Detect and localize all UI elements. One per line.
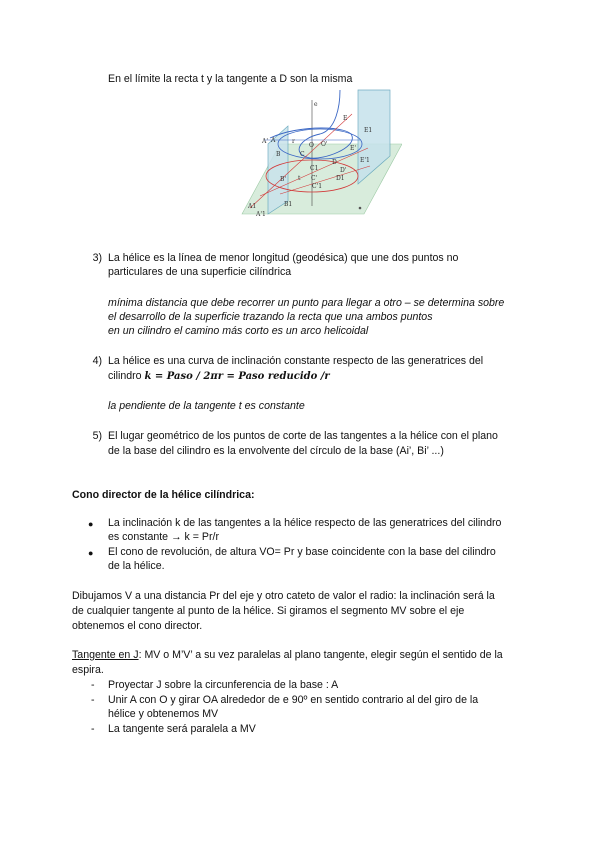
fig-label-c-prime-1: C'1 xyxy=(312,183,323,190)
helix-diagram xyxy=(240,86,402,222)
step-dash: - xyxy=(91,723,95,735)
tangent-title: Tangente en J xyxy=(72,649,139,661)
fig-label-d-prime: D' xyxy=(340,167,347,174)
para-line3: obtenemos el cono director. xyxy=(72,620,203,632)
item3-note2: el desarrollo de la superficie trazando la recta que una ambos puntos xyxy=(108,311,433,323)
tangent-line1 xyxy=(72,648,503,662)
para-line2: de cualquier tangente al punto de la hélice. Si giramos el segmento MV sobre el eje xyxy=(72,605,465,617)
bullet-symbol: ● xyxy=(88,519,94,529)
fig-label-e-upper: E xyxy=(343,115,348,122)
bullet1-line2: es constante → k = Pr/r xyxy=(108,531,219,543)
item4-number: 4) xyxy=(92,355,102,367)
small-dot xyxy=(359,207,362,210)
item3-note3: en un cilindro el camino más corto es un arco helicoidal xyxy=(108,325,369,337)
item4-note: la pendiente de la tangente t es constante xyxy=(108,400,305,412)
tangent-rest2: espira. xyxy=(72,664,104,676)
step2-line1: Unir A con O y girar OA alrededor de e 90º en sentido contrario al del giro de la xyxy=(108,694,479,706)
step-dash: - xyxy=(91,694,95,706)
intro-text: En el límite la recta t y la tangente a D son la misma xyxy=(108,73,353,85)
step-dash: - xyxy=(91,679,95,691)
fig-label-b-prime: B' xyxy=(280,176,287,183)
fig-label-a-prime: A' xyxy=(262,138,268,145)
fig-label-c1: C1 xyxy=(310,165,319,172)
item3-number: 3) xyxy=(92,252,102,264)
tangent-rest1: : MV o M’V’ a su vez paralelas al plano tangente, elegir según el sentido de la xyxy=(138,649,503,661)
bullet2-line1: El cono de revolución, de altura VO= Pr y base coincidente con la base del cilindro xyxy=(108,546,496,558)
item4-line1: La hélice es una curva de inclinación constante respecto de las generatrices del xyxy=(108,355,484,367)
item3-line1: La hélice es la línea de menor longitud (geodésica) que une dos puntos no xyxy=(108,252,459,264)
fig-label-t: t xyxy=(298,175,301,182)
fig-label-a: A xyxy=(271,137,276,144)
item5-line2: de la base del cilindro es la envolvente del círculo de la base (Ai’, Bi’ ...) xyxy=(108,445,444,457)
fig-label-o-prime: O' xyxy=(321,141,328,148)
fig-label-e1: E1 xyxy=(364,127,373,134)
section-heading: Cono director de la hélice cilíndrica: xyxy=(72,489,255,501)
step3-line1: La tangente será paralela a MV xyxy=(108,723,256,735)
item3-note1: mínima distancia que debe recorrer un punto para llegar a otro – se determina sobre xyxy=(108,297,505,309)
helix-figure xyxy=(240,86,402,222)
fig-label-c: C xyxy=(300,151,305,158)
fig-label-c-prime: C' xyxy=(311,175,318,182)
bullet2-line2: de la hélice. xyxy=(108,560,165,572)
fig-label-b: B xyxy=(276,151,281,158)
fig-label-d: D xyxy=(332,159,337,166)
fig-label-b1: B1 xyxy=(284,201,293,208)
bullet1-line1: La inclinación k de las tangentes a la hélice respecto de las generatrices del cilindro xyxy=(108,517,502,529)
step1-line1: Proyectar J sobre la circunferencia de la base : A xyxy=(108,679,339,691)
fig-label-e-prime-1: E'1 xyxy=(360,157,370,164)
fig-label-a-prime-1: A'1 xyxy=(256,211,266,218)
item3-line2: particulares de una superficie cilíndrica xyxy=(108,266,292,278)
fig-label-d1: D1 xyxy=(336,175,345,182)
item4-line2 xyxy=(108,369,330,384)
fig-label-r: r xyxy=(292,138,295,145)
para-line1: Dibujamos V a una distancia Pr del eje y otro cateto de valor el radio: la inclinación será la xyxy=(72,590,495,602)
fig-label-o: O xyxy=(309,142,314,149)
item5-number: 5) xyxy=(92,430,102,442)
fig-label-e-prime: E' xyxy=(350,145,357,152)
fig-label-e: e xyxy=(314,101,318,108)
item4-line2-text: cilindro xyxy=(108,370,142,382)
item4-formula: k = Paso / 2πr = Paso reducido /r xyxy=(144,371,330,382)
fig-label-a1: A1 xyxy=(248,203,257,210)
item5-line1: El lugar geométrico de los puntos de corte de las tangentes a la hélice con el plano xyxy=(108,430,498,442)
step2-line2: hélice y obtenemos MV xyxy=(108,708,219,720)
bullet-symbol: ● xyxy=(88,548,94,558)
